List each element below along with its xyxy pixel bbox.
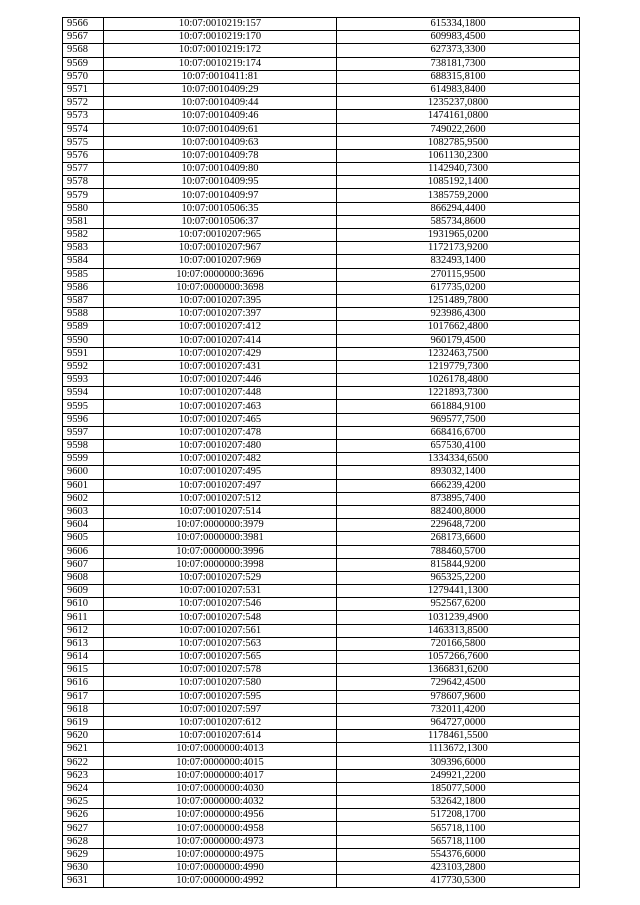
value-cell: 815844,9200 [337, 558, 580, 571]
value-cell: 1172173,9200 [337, 242, 580, 255]
table-row [63, 571, 580, 584]
cadastral-number-cell: 10:07:0010207:414 [104, 334, 337, 347]
row-number-cell: 9618 [63, 703, 104, 716]
table-row [63, 268, 580, 281]
table-row [63, 97, 580, 110]
data-table [62, 17, 580, 888]
cadastral-number-cell: 10:07:0010207:580 [104, 677, 337, 690]
table-row [63, 730, 580, 743]
cadastral-number-cell: 10:07:0010207:512 [104, 492, 337, 505]
cadastral-number-cell: 10:07:0010409:97 [104, 189, 337, 202]
cadastral-number-cell: 10:07:0000000:4958 [104, 822, 337, 835]
cadastral-number-cell: 10:07:0000000:3998 [104, 558, 337, 571]
value-cell: 309396,6000 [337, 756, 580, 769]
table-row [63, 545, 580, 558]
cadastral-number-cell: 10:07:0010207:565 [104, 651, 337, 664]
cadastral-number-cell: 10:07:0010207:412 [104, 321, 337, 334]
value-cell: 965325,2200 [337, 571, 580, 584]
row-number-cell: 9609 [63, 585, 104, 598]
cadastral-number-cell: 10:07:0010207:446 [104, 374, 337, 387]
row-number-cell: 9631 [63, 875, 104, 888]
table-row [63, 585, 580, 598]
table-row [63, 782, 580, 795]
table-row [63, 664, 580, 677]
value-cell: 666239,4200 [337, 479, 580, 492]
row-number-cell: 9567 [63, 31, 104, 44]
row-number-cell: 9602 [63, 492, 104, 505]
cadastral-number-cell: 10:07:0010207:578 [104, 664, 337, 677]
row-number-cell: 9619 [63, 716, 104, 729]
row-number-cell: 9576 [63, 149, 104, 162]
row-number-cell: 9611 [63, 611, 104, 624]
table-row [63, 334, 580, 347]
table-row [63, 743, 580, 756]
row-number-cell: 9617 [63, 690, 104, 703]
cadastral-number-cell: 10:07:0000000:4017 [104, 769, 337, 782]
value-cell: 229648,7200 [337, 519, 580, 532]
table-row [63, 360, 580, 373]
table-row [63, 492, 580, 505]
row-number-cell: 9613 [63, 637, 104, 650]
value-cell: 729642,4500 [337, 677, 580, 690]
row-number-cell: 9615 [63, 664, 104, 677]
cadastral-number-cell: 10:07:0000000:4956 [104, 809, 337, 822]
cadastral-number-cell: 10:07:0010207:482 [104, 453, 337, 466]
value-cell: 661884,9100 [337, 400, 580, 413]
row-number-cell: 9569 [63, 57, 104, 70]
table-row [63, 294, 580, 307]
cadastral-number-cell: 10:07:0010207:531 [104, 585, 337, 598]
table-row [63, 651, 580, 664]
value-cell: 1142940,7300 [337, 163, 580, 176]
row-number-cell: 9598 [63, 440, 104, 453]
row-number-cell: 9594 [63, 387, 104, 400]
table-row [63, 400, 580, 413]
table-row [63, 202, 580, 215]
cadastral-number-cell: 10:07:0000000:4990 [104, 862, 337, 875]
value-cell: 1366831,6200 [337, 664, 580, 677]
cadastral-number-cell: 10:07:0000000:4992 [104, 875, 337, 888]
row-number-cell: 9588 [63, 308, 104, 321]
cadastral-number-cell: 10:07:0010207:395 [104, 294, 337, 307]
value-cell: 1031239,4900 [337, 611, 580, 624]
cadastral-number-cell: 10:07:0000000:4030 [104, 782, 337, 795]
value-cell: 668416,6700 [337, 426, 580, 439]
row-number-cell: 9629 [63, 848, 104, 861]
row-number-cell: 9600 [63, 466, 104, 479]
row-number-cell: 9590 [63, 334, 104, 347]
value-cell: 923986,4300 [337, 308, 580, 321]
cadastral-number-cell: 10:07:0010207:548 [104, 611, 337, 624]
value-cell: 1082785,9500 [337, 136, 580, 149]
row-number-cell: 9584 [63, 255, 104, 268]
row-number-cell: 9599 [63, 453, 104, 466]
value-cell: 1251489,7800 [337, 294, 580, 307]
value-cell: 1085192,1400 [337, 176, 580, 189]
table-row [63, 163, 580, 176]
table-row [63, 848, 580, 861]
table-row [63, 519, 580, 532]
row-number-cell: 9591 [63, 347, 104, 360]
row-number-cell: 9572 [63, 97, 104, 110]
row-number-cell: 9622 [63, 756, 104, 769]
row-number-cell: 9566 [63, 18, 104, 31]
row-number-cell: 9581 [63, 215, 104, 228]
value-cell: 268173,6600 [337, 532, 580, 545]
row-number-cell: 9568 [63, 44, 104, 57]
value-cell: 1474161,0800 [337, 110, 580, 123]
table-row [63, 716, 580, 729]
cadastral-number-cell: 10:07:0010409:61 [104, 123, 337, 136]
cadastral-number-cell: 10:07:0000000:3696 [104, 268, 337, 281]
cadastral-number-cell: 10:07:0000000:3698 [104, 281, 337, 294]
cadastral-number-cell: 10:07:0010207:431 [104, 360, 337, 373]
row-number-cell: 9628 [63, 835, 104, 848]
table-row [63, 677, 580, 690]
row-number-cell: 9587 [63, 294, 104, 307]
table-row [63, 44, 580, 57]
row-number-cell: 9597 [63, 426, 104, 439]
value-cell: 1017662,4800 [337, 321, 580, 334]
cadastral-number-cell: 10:07:0010207:561 [104, 624, 337, 637]
table-row [63, 875, 580, 888]
cadastral-number-cell: 10:07:0010219:174 [104, 57, 337, 70]
value-cell: 964727,0000 [337, 716, 580, 729]
cadastral-number-cell: 10:07:0010219:157 [104, 18, 337, 31]
cadastral-number-cell: 10:07:0010219:172 [104, 44, 337, 57]
row-number-cell: 9573 [63, 110, 104, 123]
row-number-cell: 9595 [63, 400, 104, 413]
cadastral-number-cell: 10:07:0000000:3996 [104, 545, 337, 558]
value-cell: 1931965,0200 [337, 229, 580, 242]
table-row [63, 611, 580, 624]
row-number-cell: 9630 [63, 862, 104, 875]
table-row [63, 189, 580, 202]
cadastral-number-cell: 10:07:0010207:497 [104, 479, 337, 492]
value-cell: 1026178,4800 [337, 374, 580, 387]
table-row [63, 505, 580, 518]
row-number-cell: 9605 [63, 532, 104, 545]
row-number-cell: 9620 [63, 730, 104, 743]
row-number-cell: 9604 [63, 519, 104, 532]
row-number-cell: 9625 [63, 796, 104, 809]
cadastral-number-cell: 10:07:0010207:514 [104, 505, 337, 518]
cadastral-number-cell: 10:07:0010207:563 [104, 637, 337, 650]
table-row [63, 31, 580, 44]
row-number-cell: 9623 [63, 769, 104, 782]
cadastral-number-cell: 10:07:0010409:78 [104, 149, 337, 162]
row-number-cell: 9603 [63, 505, 104, 518]
value-cell: 657530,4100 [337, 440, 580, 453]
cadastral-number-cell: 10:07:0000000:4975 [104, 848, 337, 861]
value-cell: 749022,2600 [337, 123, 580, 136]
table-row [63, 756, 580, 769]
row-number-cell: 9571 [63, 83, 104, 96]
table-row [63, 426, 580, 439]
cadastral-number-cell: 10:07:0000000:4032 [104, 796, 337, 809]
value-cell: 969577,7500 [337, 413, 580, 426]
cadastral-number-cell: 10:07:0010207:546 [104, 598, 337, 611]
row-number-cell: 9593 [63, 374, 104, 387]
value-cell: 270115,9500 [337, 268, 580, 281]
table-row [63, 769, 580, 782]
table-row [63, 149, 580, 162]
row-number-cell: 9601 [63, 479, 104, 492]
value-cell: 185077,5000 [337, 782, 580, 795]
value-cell: 532642,1800 [337, 796, 580, 809]
row-number-cell: 9583 [63, 242, 104, 255]
row-number-cell: 9575 [63, 136, 104, 149]
table-row [63, 255, 580, 268]
table-body [63, 18, 580, 888]
row-number-cell: 9585 [63, 268, 104, 281]
table-row [63, 347, 580, 360]
value-cell: 249921,2200 [337, 769, 580, 782]
cadastral-number-cell: 10:07:0010411:81 [104, 70, 337, 83]
row-number-cell: 9570 [63, 70, 104, 83]
table-row [63, 387, 580, 400]
row-number-cell: 9582 [63, 229, 104, 242]
row-number-cell: 9589 [63, 321, 104, 334]
table-row [63, 624, 580, 637]
table-row [63, 123, 580, 136]
cadastral-number-cell: 10:07:0010409:29 [104, 83, 337, 96]
table-row [63, 215, 580, 228]
table-row [63, 558, 580, 571]
table-row [63, 18, 580, 31]
value-cell: 960179,4500 [337, 334, 580, 347]
value-cell: 832493,1400 [337, 255, 580, 268]
value-cell: 732011,4200 [337, 703, 580, 716]
table-row [63, 479, 580, 492]
row-number-cell: 9627 [63, 822, 104, 835]
row-number-cell: 9612 [63, 624, 104, 637]
cadastral-number-cell: 10:07:0010506:37 [104, 215, 337, 228]
table-row [63, 321, 580, 334]
value-cell: 417730,5300 [337, 875, 580, 888]
value-cell: 565718,1100 [337, 835, 580, 848]
value-cell: 565718,1100 [337, 822, 580, 835]
cadastral-number-cell: 10:07:0000000:3979 [104, 519, 337, 532]
table-row [63, 532, 580, 545]
cadastral-number-cell: 10:07:0010207:463 [104, 400, 337, 413]
table-row [63, 57, 580, 70]
table-row [63, 637, 580, 650]
table-row [63, 822, 580, 835]
table-row [63, 598, 580, 611]
value-cell: 788460,5700 [337, 545, 580, 558]
value-cell: 738181,7300 [337, 57, 580, 70]
table-row [63, 703, 580, 716]
table-row [63, 809, 580, 822]
value-cell: 1463313,8500 [337, 624, 580, 637]
table-row [63, 83, 580, 96]
table-row [63, 796, 580, 809]
cadastral-number-cell: 10:07:0010409:44 [104, 97, 337, 110]
table-row [63, 453, 580, 466]
cadastral-number-cell: 10:07:0010219:170 [104, 31, 337, 44]
table-row [63, 242, 580, 255]
value-cell: 614983,8400 [337, 83, 580, 96]
value-cell: 866294,4400 [337, 202, 580, 215]
row-number-cell: 9592 [63, 360, 104, 373]
value-cell: 585734,8600 [337, 215, 580, 228]
row-number-cell: 9626 [63, 809, 104, 822]
row-number-cell: 9574 [63, 123, 104, 136]
cadastral-number-cell: 10:07:0010207:614 [104, 730, 337, 743]
cadastral-number-cell: 10:07:0010409:63 [104, 136, 337, 149]
cadastral-number-cell: 10:07:0010207:478 [104, 426, 337, 439]
table-row [63, 374, 580, 387]
row-number-cell: 9616 [63, 677, 104, 690]
table-row [63, 440, 580, 453]
value-cell: 609983,4500 [337, 31, 580, 44]
value-cell: 1385759,2000 [337, 189, 580, 202]
value-cell: 873895,7400 [337, 492, 580, 505]
value-cell: 1113672,1300 [337, 743, 580, 756]
table-row [63, 70, 580, 83]
value-cell: 617735,0200 [337, 281, 580, 294]
cadastral-number-cell: 10:07:0010207:597 [104, 703, 337, 716]
cadastral-number-cell: 10:07:0010207:612 [104, 716, 337, 729]
row-number-cell: 9606 [63, 545, 104, 558]
cadastral-number-cell: 10:07:0010207:448 [104, 387, 337, 400]
value-cell: 1219779,7300 [337, 360, 580, 373]
table-row [63, 229, 580, 242]
cadastral-number-cell: 10:07:0010409:95 [104, 176, 337, 189]
table-row [63, 690, 580, 703]
value-cell: 1334334,6500 [337, 453, 580, 466]
cadastral-number-cell: 10:07:0000000:4973 [104, 835, 337, 848]
row-number-cell: 9621 [63, 743, 104, 756]
table-row [63, 110, 580, 123]
value-cell: 1061130,2300 [337, 149, 580, 162]
cadastral-number-cell: 10:07:0010409:80 [104, 163, 337, 176]
value-cell: 615334,1800 [337, 18, 580, 31]
cadastral-number-cell: 10:07:0010207:967 [104, 242, 337, 255]
value-cell: 978607,9600 [337, 690, 580, 703]
cadastral-number-cell: 10:07:0010207:495 [104, 466, 337, 479]
table-row [63, 136, 580, 149]
cadastral-number-cell: 10:07:0010207:595 [104, 690, 337, 703]
row-number-cell: 9610 [63, 598, 104, 611]
value-cell: 627373,3300 [337, 44, 580, 57]
cadastral-number-cell: 10:07:0010207:429 [104, 347, 337, 360]
value-cell: 882400,8000 [337, 505, 580, 518]
row-number-cell: 9608 [63, 571, 104, 584]
value-cell: 893032,1400 [337, 466, 580, 479]
value-cell: 554376,6000 [337, 848, 580, 861]
cadastral-number-cell: 10:07:0010207:529 [104, 571, 337, 584]
cadastral-number-cell: 10:07:0010207:397 [104, 308, 337, 321]
row-number-cell: 9578 [63, 176, 104, 189]
row-number-cell: 9579 [63, 189, 104, 202]
table-row [63, 413, 580, 426]
table-row [63, 862, 580, 875]
cadastral-number-cell: 10:07:0010409:46 [104, 110, 337, 123]
cadastral-number-cell: 10:07:0010207:480 [104, 440, 337, 453]
cadastral-number-cell: 10:07:0000000:4015 [104, 756, 337, 769]
value-cell: 517208,1700 [337, 809, 580, 822]
row-number-cell: 9586 [63, 281, 104, 294]
value-cell: 720166,5800 [337, 637, 580, 650]
value-cell: 1235237,0800 [337, 97, 580, 110]
row-number-cell: 9614 [63, 651, 104, 664]
value-cell: 1057266,7600 [337, 651, 580, 664]
value-cell: 952567,6200 [337, 598, 580, 611]
cadastral-number-cell: 10:07:0000000:3981 [104, 532, 337, 545]
cadastral-number-cell: 10:07:0010207:969 [104, 255, 337, 268]
value-cell: 1178461,5500 [337, 730, 580, 743]
table-row [63, 281, 580, 294]
table-row [63, 466, 580, 479]
row-number-cell: 9596 [63, 413, 104, 426]
value-cell: 423103,2800 [337, 862, 580, 875]
table-row [63, 308, 580, 321]
value-cell: 688315,8100 [337, 70, 580, 83]
cadastral-number-cell: 10:07:0000000:4013 [104, 743, 337, 756]
row-number-cell: 9577 [63, 163, 104, 176]
table-row [63, 835, 580, 848]
cadastral-number-cell: 10:07:0010506:35 [104, 202, 337, 215]
row-number-cell: 9607 [63, 558, 104, 571]
cadastral-number-cell: 10:07:0010207:965 [104, 229, 337, 242]
row-number-cell: 9580 [63, 202, 104, 215]
table-row [63, 176, 580, 189]
cadastral-number-cell: 10:07:0010207:465 [104, 413, 337, 426]
value-cell: 1279441,1300 [337, 585, 580, 598]
value-cell: 1221893,7300 [337, 387, 580, 400]
row-number-cell: 9624 [63, 782, 104, 795]
value-cell: 1232463,7500 [337, 347, 580, 360]
